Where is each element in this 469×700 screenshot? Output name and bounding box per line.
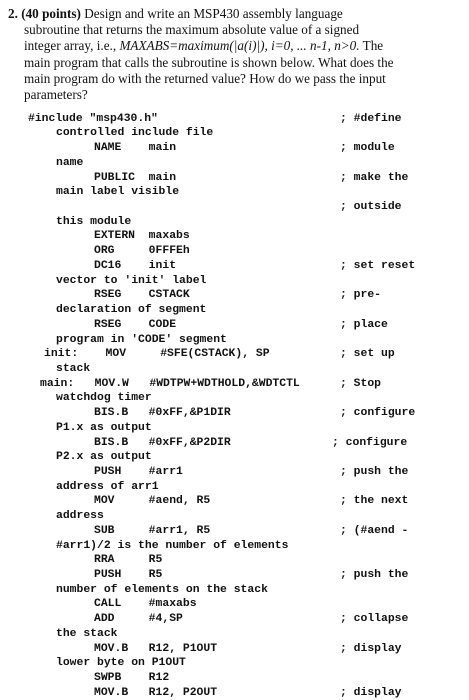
- code-comment: ; Stop: [340, 378, 382, 390]
- code-comment: ; configure: [332, 437, 408, 449]
- question-number: 2.: [8, 6, 18, 21]
- code-line: RSEG CSTACK: [94, 289, 190, 301]
- code-line: declaration of segment: [56, 304, 207, 316]
- code-line: MOV.B R12, P2OUT: [94, 687, 218, 699]
- code-comment: ; place: [340, 319, 388, 331]
- code-line: #arr1)/2 is the number of elements: [56, 540, 289, 552]
- code-line: number of elements on the stack: [56, 584, 268, 596]
- code-comment: ; outside: [340, 201, 402, 213]
- code-line: lower byte on P1OUT: [56, 657, 186, 669]
- code-line: DC16 init: [94, 260, 177, 272]
- question-points: (40 points): [21, 6, 81, 21]
- code-line: RSEG CODE: [94, 319, 177, 331]
- code-line: PUSH R5: [94, 569, 163, 581]
- code-line: ADD #4,SP: [94, 613, 183, 625]
- code-comment: ; push the: [340, 569, 409, 581]
- code-line: address of arr1: [56, 481, 159, 493]
- code-line: BIS.B #0xFF,&P1DIR: [94, 407, 231, 419]
- code-line: name: [56, 157, 84, 169]
- question-line-3-pre: integer array, i.e.,: [24, 38, 120, 54]
- code-line: SWPB R12: [94, 672, 170, 684]
- code-line: PUBLIC main: [94, 172, 177, 184]
- code-comment: ; push the: [340, 466, 409, 478]
- code-comment: ; set up: [340, 348, 395, 360]
- code-comment: ; display: [340, 643, 402, 655]
- code-line: #include "msp430.h": [28, 113, 158, 125]
- code-line: MOV.B R12, P1OUT: [94, 643, 218, 655]
- code-line: PUSH #arr1: [94, 466, 183, 478]
- code-comment: ; pre-: [340, 289, 382, 301]
- question-line-6: parameters?: [24, 87, 88, 103]
- code-line: init: MOV #SFE(CSTACK), SP: [44, 348, 270, 360]
- code-line: program in 'CODE' segment: [56, 334, 227, 346]
- code-comment: ; configure: [340, 407, 416, 419]
- code-comment: ; the next: [340, 495, 409, 507]
- code-line: stack: [56, 363, 91, 375]
- code-line: BIS.B #0xFF,&P2DIR: [94, 437, 231, 449]
- code-line: MOV #aend, R5: [94, 495, 211, 507]
- code-line: EXTERN maxabs: [94, 230, 190, 242]
- code-line: P1.x as output: [56, 422, 152, 434]
- code-line: main label visible: [56, 186, 180, 198]
- maxabs-formula: MAXABS=maximum(|a(i)|), i=0, ... n-1, n>0.: [119, 38, 360, 54]
- question-line-1: Design and write an MSP430 assembly language: [84, 6, 343, 21]
- code-line: ORG 0FFFEh: [94, 245, 190, 257]
- code-line: this module: [56, 216, 132, 228]
- code-line: address: [56, 510, 104, 522]
- question-line-4: main program that calls the subroutine is shown below. What does the: [24, 54, 394, 70]
- question-line-3-post: The: [359, 38, 384, 54]
- code-line: RRA R5: [94, 554, 163, 566]
- code-line: main: MOV.W #WDTPW+WDTHOLD,&WDTCTL: [40, 378, 300, 390]
- question-line-5: main program do with the returned value? How do we pass the input: [24, 70, 386, 86]
- code-comment: ; module: [340, 142, 395, 154]
- code-line: P2.x as output: [56, 451, 152, 463]
- code-comment: ; display: [340, 687, 402, 699]
- code-line: CALL #maxabs: [94, 598, 197, 610]
- code-comment: ; make the: [340, 172, 409, 184]
- question-line-2: subroutine that returns the maximum absolute value of a signed: [24, 22, 360, 38]
- code-line: watchdog timer: [56, 392, 152, 404]
- code-comment: ; set reset: [340, 260, 416, 272]
- code-line: SUB #arr1, R5: [94, 525, 211, 537]
- code-line: the stack: [56, 628, 118, 640]
- code-line: vector to 'init' label: [56, 275, 207, 287]
- code-comment: ; collapse: [340, 613, 409, 625]
- code-line: NAME main: [94, 142, 177, 154]
- code-line: controlled include file: [56, 127, 214, 139]
- code-comment: ; #define: [340, 113, 402, 125]
- code-comment: ; (#aend -: [340, 525, 409, 537]
